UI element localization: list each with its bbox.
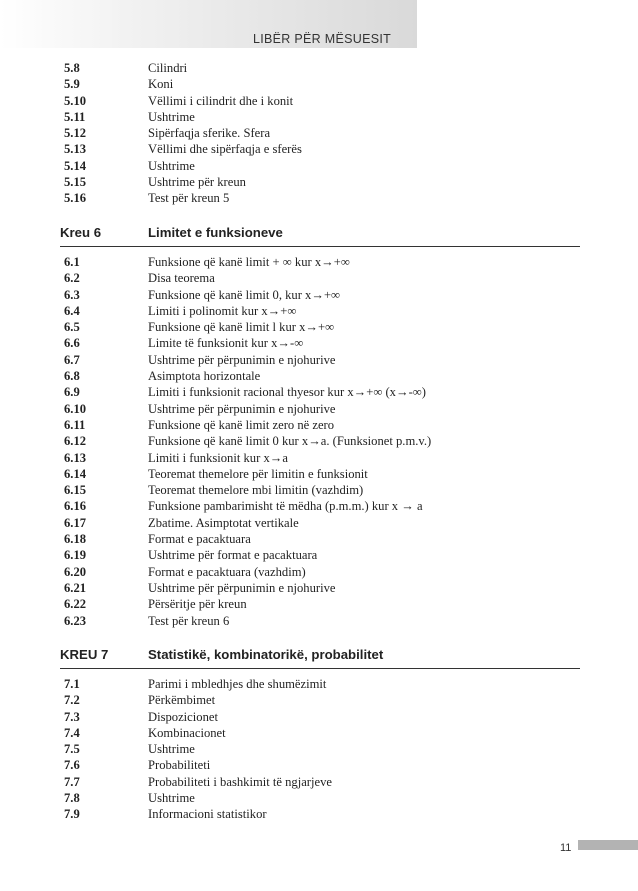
toc-number: 5.14 [64, 158, 87, 173]
chapter-7-heading [60, 647, 580, 665]
toc-number: 7.9 [64, 807, 80, 822]
toc-title: Probabiliteti i bashkimit të ngjarjeve [148, 774, 332, 789]
toc-number: 7.6 [64, 758, 80, 773]
section-6-list [64, 254, 584, 629]
toc-row [64, 93, 584, 109]
toc-row [64, 498, 584, 514]
toc-title: Funksione që kanë limit l kur x→+∞ [148, 320, 335, 335]
toc-title: Limiti i polinomit kur x→+∞ [148, 303, 297, 318]
toc-row [64, 709, 584, 725]
chapter-6-title: Limitet e funksioneve [148, 225, 283, 240]
toc-number: 7.1 [64, 677, 80, 691]
toc-title: Funksione që kanë limit 0 kur x→a. (Funksionet p.m.v.) [148, 434, 432, 449]
toc-number: 6.15 [64, 483, 87, 498]
toc-title: Format e pacaktuara (vazhdim) [148, 564, 306, 579]
toc-title: Teoremat themelore për limitin e funksionit [148, 466, 368, 481]
toc-number: 6.19 [64, 548, 87, 563]
chapter-6-rule [60, 246, 580, 247]
toc-number: 6.13 [64, 450, 87, 465]
toc-row [64, 401, 584, 417]
toc-number: 5.9 [64, 77, 80, 92]
toc-title: Zbatime. Asimptotat vertikale [148, 515, 299, 530]
toc-number: 5.12 [64, 126, 87, 141]
toc-title: Ushtrime për përpunimin e njohurive [148, 401, 336, 416]
toc-number: 7.4 [64, 725, 80, 740]
toc-row [64, 547, 584, 563]
toc-title: Teoremat themelore mbi limitin (vazhdim) [148, 483, 364, 498]
header-title: LIBËR PËR MËSUESIT [253, 32, 392, 46]
toc-title: Funksione që kanë limit 0, kur x→+∞ [148, 287, 341, 302]
toc-number: 6.2 [64, 271, 80, 286]
toc-title: Vëllimi i cilindrit dhe i konit [148, 93, 294, 108]
toc-row [64, 335, 584, 351]
toc-title: Limiti i funksionit kur x→a [148, 450, 288, 465]
toc-row [64, 482, 584, 498]
toc-title: Ushtrime [148, 791, 195, 806]
toc-row [64, 319, 584, 335]
toc-title: Ushtrime [148, 742, 195, 757]
toc-row [64, 580, 584, 596]
toc-title: Funksione që kanë limit zero në zero [148, 417, 335, 432]
toc-number: 6.9 [64, 385, 80, 400]
section-7-list [64, 676, 584, 823]
toc-row [64, 725, 584, 741]
toc-number: 6.22 [64, 597, 87, 612]
toc-title: Koni [148, 77, 174, 92]
toc-row [64, 352, 584, 368]
toc-row [64, 287, 584, 303]
toc-number: 7.5 [64, 742, 80, 757]
toc-row [64, 125, 584, 141]
toc-number: 6.16 [64, 499, 87, 514]
toc-number: 6.18 [64, 532, 87, 547]
toc-title: Ushtrime për kreun [148, 175, 246, 190]
toc-row [64, 60, 584, 76]
toc-title: Sipërfaqja sferike. Sfera [148, 126, 271, 141]
toc-row [64, 141, 584, 157]
toc-number: 7.8 [64, 791, 80, 806]
toc-title: Format e pacaktuara [148, 532, 251, 547]
toc-number: 6.5 [64, 320, 80, 335]
toc-number: 6.6 [64, 336, 80, 351]
toc-title: Parimi i mbledhjes dhe shumëzimit [148, 677, 327, 691]
toc-row [64, 254, 584, 270]
toc-number: 7.7 [64, 774, 80, 789]
toc-number: 7.3 [64, 709, 80, 724]
toc-row [64, 384, 584, 400]
toc-number: 6.10 [64, 401, 87, 416]
toc-number: 7.2 [64, 693, 80, 708]
toc-number: 5.8 [64, 61, 80, 75]
toc-row [64, 76, 584, 92]
chapter-6-label: Kreu 6 [60, 225, 102, 240]
toc-row [64, 109, 584, 125]
toc-row [64, 596, 584, 612]
toc-row [64, 433, 584, 449]
toc-number: 6.8 [64, 369, 80, 384]
toc-title: Vëllimi dhe sipërfaqja e sferës [148, 142, 302, 157]
toc-title: Ushtrime [148, 109, 195, 124]
toc-title: Ushtrime [148, 158, 195, 173]
toc-title: Funksione pambarimisht të mëdha (p.m.m.) kur x → a [148, 499, 423, 514]
toc-title: Test për kreun 5 [148, 191, 230, 206]
toc-number: 6.21 [64, 580, 87, 595]
chapter-7-label: KREU 7 [60, 647, 109, 662]
toc-title: Limiti i funksionit racional thyesor kur x→+∞ (x→-∞) [148, 385, 426, 400]
toc-title: Ushtrime për format e pacaktuara [148, 548, 318, 563]
toc-title: Ushtrime për përpunimin e njohurive [148, 580, 336, 595]
page-number-bar [578, 840, 638, 850]
toc-number: 5.15 [64, 175, 87, 190]
toc-number: 6.20 [64, 564, 87, 579]
toc-row [64, 531, 584, 547]
toc-title: Disa teorema [148, 271, 215, 286]
toc-row [64, 613, 584, 629]
toc-title: Dispozicionet [148, 709, 218, 724]
toc-row [64, 368, 584, 384]
toc-row [64, 515, 584, 531]
toc-row [64, 806, 584, 822]
toc-row [64, 692, 584, 708]
toc-title: Ushtrime për përpunimin e njohurive [148, 352, 336, 367]
toc-number: 6.23 [64, 613, 87, 628]
toc-number: 6.7 [64, 352, 80, 367]
toc-number: 6.1 [64, 255, 80, 269]
toc-row [64, 417, 584, 433]
toc-title: Përkëmbimet [148, 693, 216, 708]
toc-number: 5.11 [64, 109, 86, 124]
toc-number: 6.12 [64, 434, 87, 449]
section-5-list [64, 60, 584, 207]
toc-title: Kombinacionet [148, 725, 226, 740]
toc-number: 6.17 [64, 515, 87, 530]
toc-row [64, 774, 584, 790]
toc-number: 5.10 [64, 93, 87, 108]
toc-number: 6.3 [64, 287, 80, 302]
toc-row [64, 790, 584, 806]
toc-title: Limite të funksionit kur x→-∞ [148, 336, 304, 351]
toc-row [64, 190, 584, 206]
toc-row [64, 174, 584, 190]
toc-row [64, 450, 584, 466]
toc-title: Përsëritje për kreun [148, 597, 247, 612]
toc-number: 5.16 [64, 191, 87, 206]
toc-row [64, 158, 584, 174]
chapter-6-heading [60, 225, 580, 243]
chapter-7-rule [60, 668, 580, 669]
toc-number: 6.11 [64, 417, 86, 432]
toc-number: 6.14 [64, 466, 87, 481]
toc-title: Cilindri [148, 61, 188, 75]
toc-row [64, 303, 584, 319]
toc-title: Test për kreun 6 [148, 613, 230, 628]
toc-title: Asimptota horizontale [148, 369, 261, 384]
toc-title: Informacioni statistikor [148, 807, 267, 822]
toc-row [64, 741, 584, 757]
toc-row [64, 466, 584, 482]
toc-title: Probabiliteti [148, 758, 211, 773]
toc-row [64, 757, 584, 773]
toc-number: 5.13 [64, 142, 87, 157]
chapter-7-title: Statistikë, kombinatorikë, probabilitet [148, 647, 384, 662]
toc-row [64, 564, 584, 580]
toc-row [64, 270, 584, 286]
toc-title: Funksione që kanë limit + ∞ kur x→+∞ [148, 255, 350, 269]
toc-number: 6.4 [64, 303, 80, 318]
page-number: 11 [560, 842, 572, 854]
toc-row [64, 676, 584, 692]
